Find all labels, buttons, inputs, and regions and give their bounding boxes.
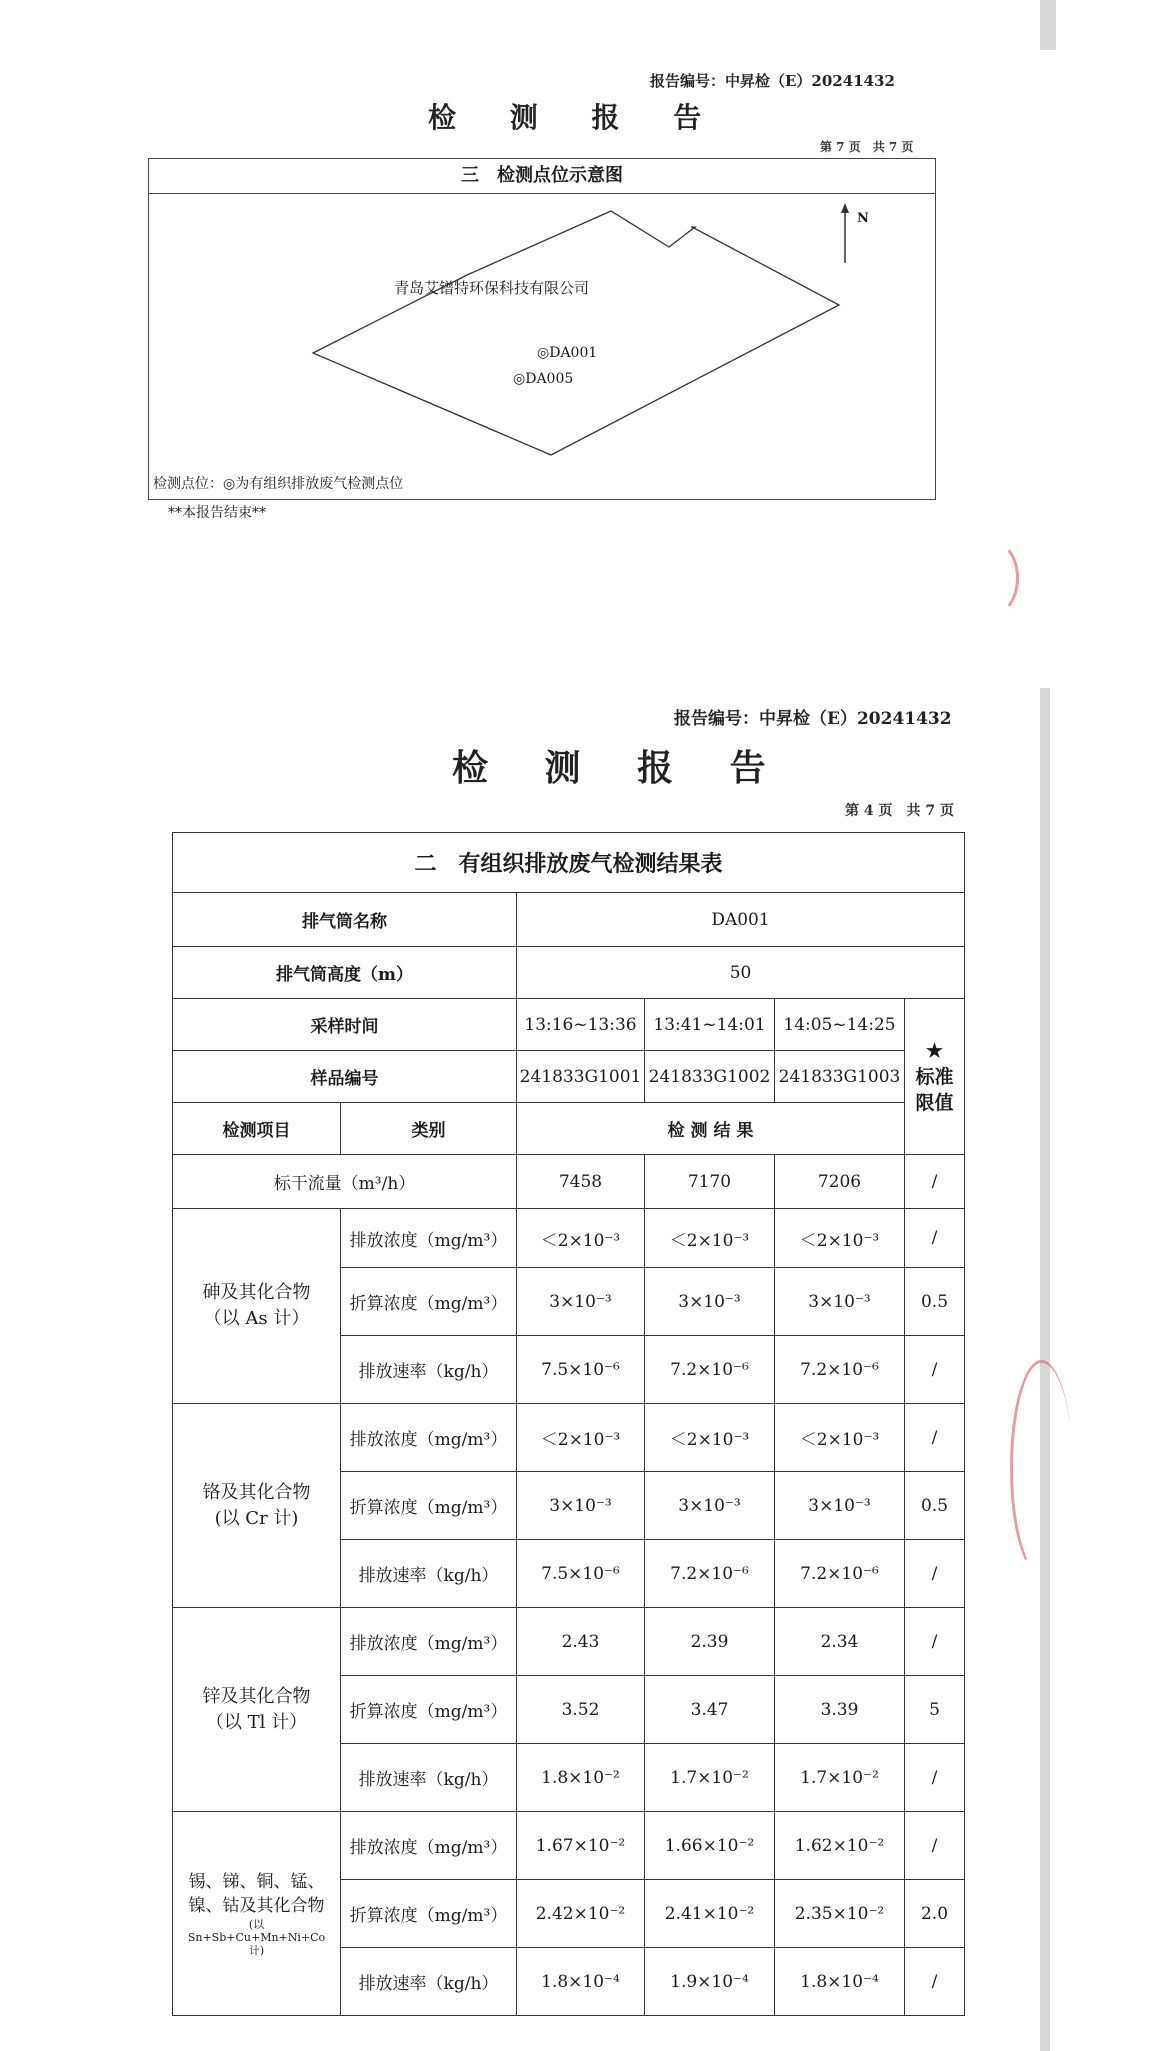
value-cell: 3.52 xyxy=(517,1676,645,1744)
stack-name-label: 排气筒名称 xyxy=(173,893,517,947)
limit-cell: / xyxy=(905,1209,965,1268)
value-cell: 1.66×10⁻² xyxy=(645,1812,775,1880)
sampling-time-3: 14:05~14:25 xyxy=(775,999,905,1051)
value-cell: 7.2×10⁻⁶ xyxy=(645,1336,775,1404)
value-cell: ＜2×10⁻³ xyxy=(775,1209,905,1268)
limit-label: 标准限值 xyxy=(915,1065,954,1114)
limit-cell: / xyxy=(905,1608,965,1676)
item-arsenic xyxy=(173,1209,341,1404)
red-seal-stamp xyxy=(1010,1360,1073,1576)
red-seal-stamp xyxy=(966,540,1019,616)
item-zinc xyxy=(173,1608,341,1812)
item-sub: （以 Tl 计） xyxy=(205,1711,308,1733)
sample-no-label: 样品编号 xyxy=(173,1051,517,1103)
value-cell: 3×10⁻³ xyxy=(517,1268,645,1336)
value-cell: ＜2×10⁻³ xyxy=(517,1404,645,1472)
limit-cell: / xyxy=(905,1540,965,1608)
sample-no-1: 241833G1001 xyxy=(517,1051,645,1103)
value-cell: ＜2×10⁻³ xyxy=(775,1404,905,1472)
site-boundary xyxy=(313,211,839,455)
flow-label: 标干流量（m³/h） xyxy=(173,1155,517,1209)
value-cell: 7.2×10⁻⁶ xyxy=(775,1336,905,1404)
category-cell: 排放速率（kg/h） xyxy=(341,1948,517,2016)
value-cell: 7.5×10⁻⁶ xyxy=(517,1540,645,1608)
page-number: 第 7 页 共 7 页 xyxy=(820,140,914,154)
sampling-time-1: 13:16~13:36 xyxy=(517,999,645,1051)
value-cell: 1.8×10⁻⁴ xyxy=(775,1948,905,2016)
category-cell: 排放速率（kg/h） xyxy=(341,1540,517,1608)
value-cell: 7.5×10⁻⁶ xyxy=(517,1336,645,1404)
limit-cell: 0.5 xyxy=(905,1472,965,1540)
category-cell: 排放速率（kg/h） xyxy=(341,1744,517,1812)
category-cell: 排放浓度（mg/m³） xyxy=(341,1812,517,1880)
category-header: 类别 xyxy=(341,1103,517,1155)
monitoring-point-da005: ◎DA005 xyxy=(513,371,574,387)
category-cell: 排放速率（kg/h） xyxy=(341,1336,517,1404)
table-title: 二 有组织排放废气检测结果表 xyxy=(173,833,965,893)
point-legend: 检测点位：◎为有组织排放废气检测点位 xyxy=(153,476,404,492)
value-cell: 3×10⁻³ xyxy=(645,1472,775,1540)
sample-no-3: 241833G1003 xyxy=(775,1051,905,1103)
limit-cell: / xyxy=(905,1404,965,1472)
flow-value-3: 7206 xyxy=(775,1155,905,1209)
category-cell: 折算浓度（mg/m³） xyxy=(341,1676,517,1744)
value-cell: 3.39 xyxy=(775,1676,905,1744)
results-header: 检 测 结 果 xyxy=(517,1103,905,1155)
value-cell: 3×10⁻³ xyxy=(775,1268,905,1336)
limit-cell: / xyxy=(905,1336,965,1404)
stack-height-label: 排气筒高度（m） xyxy=(173,947,517,999)
value-cell: 1.7×10⁻² xyxy=(645,1744,775,1812)
limit-cell: 0.5 xyxy=(905,1268,965,1336)
limit-star: ★ xyxy=(925,1039,944,1062)
value-cell: ＜2×10⁻³ xyxy=(517,1209,645,1268)
item-name: 锡、锑、铜、锰、镍、钴及其化合物 xyxy=(188,1872,325,1916)
item-sub: (以 Cr 计) xyxy=(214,1507,299,1529)
value-cell: 7.2×10⁻⁶ xyxy=(645,1540,775,1608)
item-name: 铬及其化合物 xyxy=(202,1481,311,1503)
company-name: 青岛艾镨特环保科技有限公司 xyxy=(394,279,590,297)
limit-cell: / xyxy=(905,1948,965,2016)
value-cell: 1.7×10⁻² xyxy=(775,1744,905,1812)
value-cell: 3×10⁻³ xyxy=(517,1472,645,1540)
value-cell: 2.39 xyxy=(645,1608,775,1676)
report-number: 报告编号：中昇检（E）20241432 xyxy=(650,72,895,90)
value-cell: ＜2×10⁻³ xyxy=(645,1404,775,1472)
flow-value-1: 7458 xyxy=(517,1155,645,1209)
site-map xyxy=(149,193,935,493)
value-cell: 2.35×10⁻² xyxy=(775,1880,905,1948)
category-cell: 折算浓度（mg/m³） xyxy=(341,1268,517,1336)
section-heading: 三 检测点位示意图 xyxy=(149,159,935,194)
item-tin-antimony-etc xyxy=(173,1812,341,2016)
report-end-note: **本报告结束** xyxy=(168,505,266,521)
monitoring-point-da001: ◎DA001 xyxy=(537,345,598,361)
north-label: N xyxy=(857,211,869,226)
report-number: 报告编号：中昇检（E）20241432 xyxy=(674,709,952,729)
value-cell: 1.67×10⁻² xyxy=(517,1812,645,1880)
item-header: 检测项目 xyxy=(173,1103,341,1155)
value-cell: 2.34 xyxy=(775,1608,905,1676)
sample-no-2: 241833G1002 xyxy=(645,1051,775,1103)
item-sub: （以 As 计） xyxy=(203,1308,310,1329)
stack-height-value: 50 xyxy=(517,947,965,999)
value-cell: 3.47 xyxy=(645,1676,775,1744)
category-cell: 排放浓度（mg/m³） xyxy=(341,1404,517,1472)
stack-name-value: DA001 xyxy=(517,893,965,947)
item-name: 砷及其化合物 xyxy=(202,1282,311,1303)
value-cell: 1.9×10⁻⁴ xyxy=(645,1948,775,2016)
value-cell: 1.62×10⁻² xyxy=(775,1812,905,1880)
item-chromium xyxy=(173,1404,341,1608)
category-cell: 排放浓度（mg/m³） xyxy=(341,1608,517,1676)
limit-cell: 5 xyxy=(905,1676,965,1744)
sampling-time-2: 13:41~14:01 xyxy=(645,999,775,1051)
item-sub: (以 Sn+Sb+Cu+Mn+Ni+Co 计) xyxy=(187,1918,326,1957)
value-cell: 3×10⁻³ xyxy=(645,1268,775,1336)
category-cell: 排放浓度（mg/m³） xyxy=(341,1209,517,1268)
standard-limit-header xyxy=(905,999,965,1155)
value-cell: 1.8×10⁻² xyxy=(517,1744,645,1812)
category-cell: 折算浓度（mg/m³） xyxy=(341,1880,517,1948)
category-cell: 折算浓度（mg/m³） xyxy=(341,1472,517,1540)
report-title: 检 测 报 告 xyxy=(428,101,724,134)
page-number: 第 4 页 共 7 页 xyxy=(845,803,954,819)
page-edge-bar-top xyxy=(1040,0,1056,50)
value-cell: 2.42×10⁻² xyxy=(517,1880,645,1948)
value-cell: ＜2×10⁻³ xyxy=(645,1209,775,1268)
flow-limit: / xyxy=(905,1155,965,1209)
limit-cell: / xyxy=(905,1812,965,1880)
value-cell: 1.8×10⁻⁴ xyxy=(517,1948,645,2016)
limit-cell: 2.0 xyxy=(905,1880,965,1948)
report-title: 检 测 报 告 xyxy=(452,747,788,789)
exhaust-gas-results-table xyxy=(172,832,965,2016)
item-name: 锌及其化合物 xyxy=(202,1685,311,1707)
value-cell: 7.2×10⁻⁶ xyxy=(775,1540,905,1608)
flow-value-2: 7170 xyxy=(645,1155,775,1209)
sampling-time-label: 采样时间 xyxy=(173,999,517,1051)
limit-cell: / xyxy=(905,1744,965,1812)
location-diagram-box xyxy=(148,158,936,500)
value-cell: 3×10⁻³ xyxy=(775,1472,905,1540)
value-cell: 2.41×10⁻² xyxy=(645,1880,775,1948)
value-cell: 2.43 xyxy=(517,1608,645,1676)
